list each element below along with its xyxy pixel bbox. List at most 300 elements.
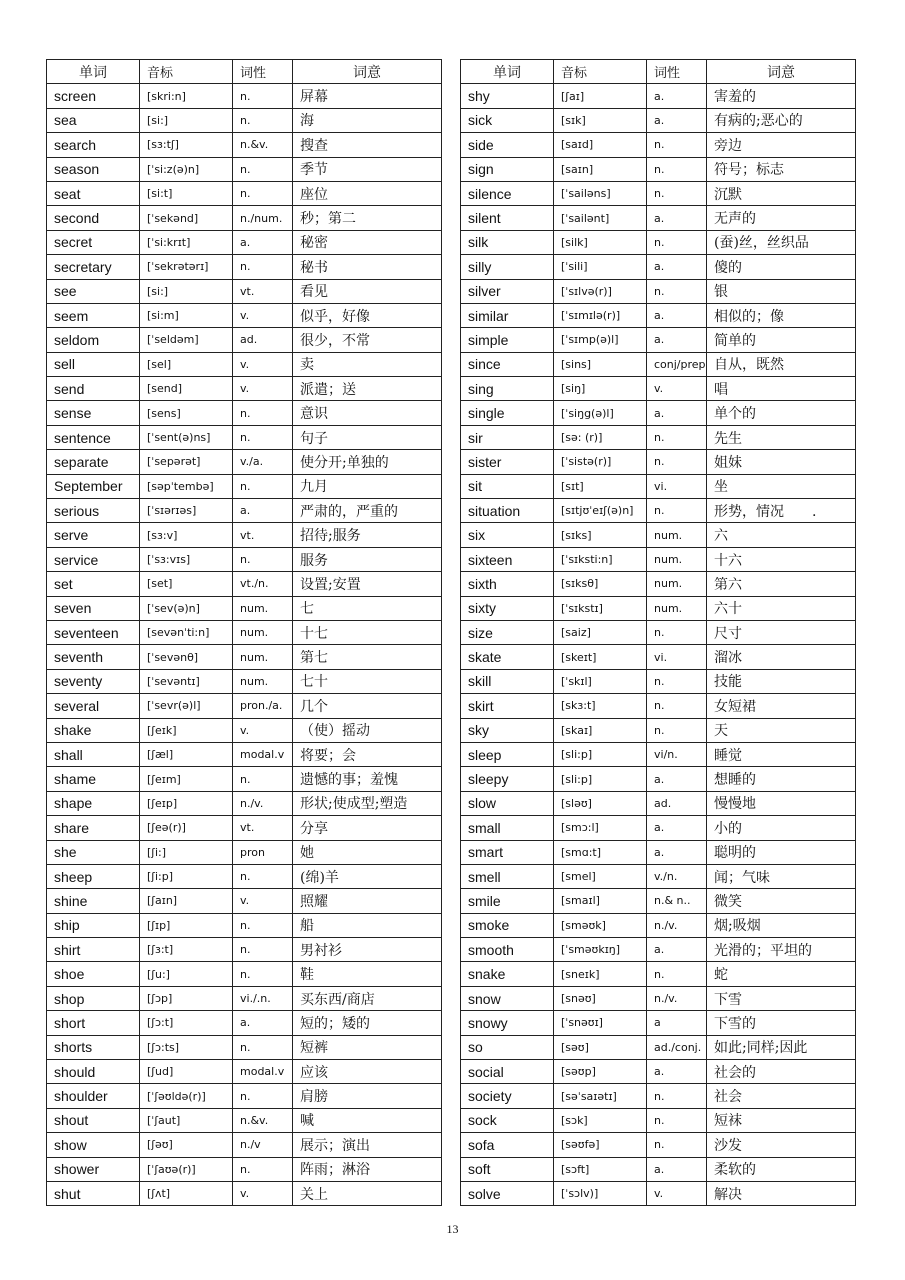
table-row — [461, 962, 856, 986]
pos-cell: pron — [233, 840, 293, 864]
pos-cell: n. — [233, 1084, 293, 1108]
table-row — [461, 108, 856, 132]
word-cell: silly — [461, 255, 554, 279]
table-row — [461, 523, 856, 547]
word-cell: service — [47, 547, 140, 571]
table-row — [461, 596, 856, 620]
meaning-cell: 烟;吸烟 — [707, 913, 856, 937]
meaning-cell: 使分开;单独的 — [293, 450, 442, 474]
table-row — [47, 474, 442, 498]
meaning-cell: 九月 — [293, 474, 442, 498]
pos-cell: n. — [233, 962, 293, 986]
pos-cell: n. — [233, 767, 293, 791]
meaning-cell: 符号；标志 — [707, 157, 856, 181]
phonetic-cell: [saiz] — [554, 620, 647, 644]
phonetic-cell: [sməʊk] — [554, 913, 647, 937]
table-row — [47, 84, 442, 108]
meaning-cell: 买东西/商店 — [293, 986, 442, 1010]
meaning-cell: 第六 — [707, 572, 856, 596]
pos-cell: n. — [647, 718, 707, 742]
word-cell: shop — [47, 986, 140, 1010]
table-row — [461, 230, 856, 254]
word-cell: shower — [47, 1157, 140, 1181]
pos-cell: n. — [647, 962, 707, 986]
phonetic-cell: [skɜ:t] — [554, 694, 647, 718]
table-row — [47, 694, 442, 718]
word-cell: shine — [47, 889, 140, 913]
pos-cell: v. — [233, 352, 293, 376]
word-cell: shorts — [47, 1035, 140, 1059]
word-cell: seem — [47, 303, 140, 327]
pos-cell: n. — [647, 694, 707, 718]
pos-cell: n. — [233, 255, 293, 279]
pos-cell: v. — [233, 303, 293, 327]
pos-cell: n. — [233, 547, 293, 571]
header-phonetic: 音标 — [554, 60, 647, 84]
word-cell: serious — [47, 499, 140, 523]
phonetic-cell: [ʃæl] — [140, 742, 233, 766]
word-cell: sky — [461, 718, 554, 742]
table-row — [461, 645, 856, 669]
pos-cell: num. — [647, 547, 707, 571]
table-row — [461, 377, 856, 401]
table-row — [47, 401, 442, 425]
word-cell: sock — [461, 1108, 554, 1132]
pos-cell: num. — [647, 572, 707, 596]
table-row — [47, 864, 442, 888]
table-row — [47, 523, 442, 547]
pos-cell: n./v — [233, 1133, 293, 1157]
phonetic-cell: [ˈsɪksti:n] — [554, 547, 647, 571]
pos-cell: ad. — [233, 328, 293, 352]
word-cell: snowy — [461, 1011, 554, 1035]
table-row — [47, 1108, 442, 1132]
meaning-cell: 技能 — [707, 669, 856, 693]
phonetic-cell: [ˈsevənθ] — [140, 645, 233, 669]
meaning-cell: 闻；气味 — [707, 864, 856, 888]
meaning-cell: 她 — [293, 840, 442, 864]
table-row — [461, 1060, 856, 1084]
meaning-cell: 慢慢地 — [707, 791, 856, 815]
word-cell: silver — [461, 279, 554, 303]
meaning-cell: 自从，既然 — [707, 352, 856, 376]
table-row — [47, 620, 442, 644]
phonetic-cell: [sɜ:v] — [140, 523, 233, 547]
word-cell: sleepy — [461, 767, 554, 791]
meaning-cell: 沉默 — [707, 181, 856, 205]
meaning-cell: 天 — [707, 718, 856, 742]
table-row — [47, 230, 442, 254]
pos-cell: conj/prep — [647, 352, 707, 376]
word-cell: similar — [461, 303, 554, 327]
meaning-cell: 微笑 — [707, 889, 856, 913]
table-row — [461, 742, 856, 766]
phonetic-cell: [sɔk] — [554, 1108, 647, 1132]
word-cell: smoke — [461, 913, 554, 937]
meaning-cell: 旁边 — [707, 133, 856, 157]
meaning-cell: 聪明的 — [707, 840, 856, 864]
meaning-cell: 男衬衫 — [293, 938, 442, 962]
table-row — [47, 889, 442, 913]
phonetic-cell: [sens] — [140, 401, 233, 425]
phonetic-cell: [ˈsevr(ə)l] — [140, 694, 233, 718]
meaning-cell: 派遣；送 — [293, 377, 442, 401]
meaning-cell: 下雪的 — [707, 1011, 856, 1035]
meaning-cell: 女短裙 — [707, 694, 856, 718]
phonetic-cell: [si:] — [140, 279, 233, 303]
table-row — [47, 596, 442, 620]
phonetic-cell: [ˈsailəns] — [554, 181, 647, 205]
table-row — [461, 694, 856, 718]
phonetic-cell: [ˈsi:z(ə)n] — [140, 157, 233, 181]
meaning-cell: 喊 — [293, 1108, 442, 1132]
phonetic-cell: [ˈsɪmɪlə(r)] — [554, 303, 647, 327]
phonetic-cell: [sɪks] — [554, 523, 647, 547]
pos-cell: a. — [647, 108, 707, 132]
word-cell: soft — [461, 1157, 554, 1181]
pos-cell: n. — [647, 425, 707, 449]
word-cell: see — [47, 279, 140, 303]
meaning-cell: 分享 — [293, 816, 442, 840]
meaning-cell: 柔软的 — [707, 1157, 856, 1181]
word-cell: skirt — [461, 694, 554, 718]
meaning-cell: 卖 — [293, 352, 442, 376]
pos-cell: pron./a. — [233, 694, 293, 718]
word-cell: six — [461, 523, 554, 547]
meaning-cell: 相似的；像 — [707, 303, 856, 327]
table-row — [47, 133, 442, 157]
phonetic-cell: [ʃaɪ] — [554, 84, 647, 108]
word-cell: shame — [47, 767, 140, 791]
pos-cell: n. — [233, 401, 293, 425]
pos-cell: num. — [647, 596, 707, 620]
table-row — [461, 328, 856, 352]
table-header-row — [47, 60, 442, 84]
word-cell: shut — [47, 1181, 140, 1205]
table-row — [461, 572, 856, 596]
word-cell: silk — [461, 230, 554, 254]
phonetic-cell: [smɑ:t] — [554, 840, 647, 864]
meaning-cell: 形势，情况 . — [707, 499, 856, 523]
meaning-cell: 座位 — [293, 181, 442, 205]
word-cell: since — [461, 352, 554, 376]
pos-cell: a. — [647, 401, 707, 425]
pos-cell: n. — [647, 181, 707, 205]
pos-cell: modal.v — [233, 742, 293, 766]
table-row — [461, 791, 856, 815]
phonetic-cell: [ˈseldəm] — [140, 328, 233, 352]
word-cell: search — [47, 133, 140, 157]
phonetic-cell: [ˈsɜ:vɪs] — [140, 547, 233, 571]
pos-cell: num. — [233, 596, 293, 620]
word-cell: small — [461, 816, 554, 840]
header-pos: 词性 — [647, 60, 707, 84]
table-row — [461, 1157, 856, 1181]
word-cell: sentence — [47, 425, 140, 449]
meaning-cell: 光滑的；平坦的 — [707, 938, 856, 962]
table-row — [47, 572, 442, 596]
word-cell: screen — [47, 84, 140, 108]
phonetic-cell: [sɪtjʊˈeɪʃ(ə)n] — [554, 499, 647, 523]
phonetic-cell: [ʃɔ:t] — [140, 1011, 233, 1035]
table-row — [47, 645, 442, 669]
pos-cell: a. — [233, 230, 293, 254]
pos-cell: a. — [647, 767, 707, 791]
table-row — [461, 279, 856, 303]
phonetic-cell: [ˈsɪmp(ə)l] — [554, 328, 647, 352]
phonetic-cell: [sli:p] — [554, 767, 647, 791]
meaning-cell: 很少，不常 — [293, 328, 442, 352]
phonetic-cell: [ʃɪp] — [140, 913, 233, 937]
meaning-cell: 屏幕 — [293, 84, 442, 108]
phonetic-cell: [ʃu:] — [140, 962, 233, 986]
word-cell: sign — [461, 157, 554, 181]
pos-cell: n./v. — [647, 913, 707, 937]
pos-cell: n. — [233, 108, 293, 132]
phonetic-cell: [ˈskɪl] — [554, 669, 647, 693]
pos-cell: vt. — [233, 816, 293, 840]
table-row — [461, 620, 856, 644]
pos-cell: n. — [647, 1108, 707, 1132]
pos-cell: n.& n.. — [647, 889, 707, 913]
table-row — [47, 1084, 442, 1108]
phonetic-cell: [sɪt] — [554, 474, 647, 498]
word-cell: skate — [461, 645, 554, 669]
phonetic-cell: [ˈsiŋg(ə)l] — [554, 401, 647, 425]
pos-cell: num. — [233, 620, 293, 644]
table-row — [461, 864, 856, 888]
word-cell: short — [47, 1011, 140, 1035]
word-cell: seventy — [47, 669, 140, 693]
word-cell: sofa — [461, 1133, 554, 1157]
phonetic-cell: [sevənˈti:n] — [140, 620, 233, 644]
phonetic-cell: [ˈsi:krɪt] — [140, 230, 233, 254]
phonetic-cell: [ʃud] — [140, 1060, 233, 1084]
word-cell: social — [461, 1060, 554, 1084]
pos-cell: n. — [233, 157, 293, 181]
meaning-cell: 社会 — [707, 1084, 856, 1108]
table-row — [461, 303, 856, 327]
pos-cell: v. — [233, 1181, 293, 1205]
word-cell: size — [461, 620, 554, 644]
phonetic-cell: [saɪn] — [554, 157, 647, 181]
pos-cell: a — [647, 1011, 707, 1035]
meaning-cell: 单个的 — [707, 401, 856, 425]
word-cell: shirt — [47, 938, 140, 962]
pos-cell: n.&v. — [233, 133, 293, 157]
pos-cell: v. — [233, 718, 293, 742]
pos-cell: a. — [647, 328, 707, 352]
word-cell: solve — [461, 1181, 554, 1205]
pos-cell: n. — [233, 913, 293, 937]
table-row — [47, 425, 442, 449]
pos-cell: n. — [647, 230, 707, 254]
word-cell: so — [461, 1035, 554, 1059]
meaning-cell: 如此;同样;因此 — [707, 1035, 856, 1059]
word-cell: snake — [461, 962, 554, 986]
meaning-cell: 阵雨；淋浴 — [293, 1157, 442, 1181]
table-row — [461, 1108, 856, 1132]
word-cell: secret — [47, 230, 140, 254]
word-cell: send — [47, 377, 140, 401]
table-row — [461, 1011, 856, 1035]
phonetic-cell: [ʃi:] — [140, 840, 233, 864]
phonetic-cell: [ˈsɪərɪəs] — [140, 499, 233, 523]
pos-cell: a. — [647, 1060, 707, 1084]
pos-cell: n. — [647, 450, 707, 474]
phonetic-cell: [sɜ:tʃ] — [140, 133, 233, 157]
pos-cell: a. — [647, 1157, 707, 1181]
meaning-cell: 解决 — [707, 1181, 856, 1205]
word-cell: sell — [47, 352, 140, 376]
pos-cell: num. — [647, 523, 707, 547]
word-cell: sleep — [461, 742, 554, 766]
word-cell: September — [47, 474, 140, 498]
word-cell: sixth — [461, 572, 554, 596]
word-cell: she — [47, 840, 140, 864]
table-row — [461, 1181, 856, 1205]
pos-cell: n. — [647, 620, 707, 644]
meaning-cell: 坐 — [707, 474, 856, 498]
word-cell: simple — [461, 328, 554, 352]
meaning-cell: 搜查 — [293, 133, 442, 157]
meaning-cell: 害羞的 — [707, 84, 856, 108]
meaning-cell: 几个 — [293, 694, 442, 718]
word-cell: sing — [461, 377, 554, 401]
word-cell: skill — [461, 669, 554, 693]
word-cell: situation — [461, 499, 554, 523]
pos-cell: v. — [233, 377, 293, 401]
phonetic-cell: [səʊfə] — [554, 1133, 647, 1157]
header-meaning: 词意 — [707, 60, 856, 84]
phonetic-cell: [ʃeɪk] — [140, 718, 233, 742]
table-row — [461, 206, 856, 230]
word-cell: serve — [47, 523, 140, 547]
table-row — [461, 938, 856, 962]
phonetic-cell: [ˈsnəʊɪ] — [554, 1011, 647, 1035]
pos-cell: n. — [233, 864, 293, 888]
pos-cell: v./a. — [233, 450, 293, 474]
pos-cell: vt. — [233, 279, 293, 303]
table-row — [461, 474, 856, 498]
word-cell: smooth — [461, 938, 554, 962]
word-cell: second — [47, 206, 140, 230]
word-cell: silence — [461, 181, 554, 205]
meaning-cell: 姐妹 — [707, 450, 856, 474]
meaning-cell: （使）摇动 — [293, 718, 442, 742]
phonetic-cell: [ˈsailənt] — [554, 206, 647, 230]
word-cell: sixty — [461, 596, 554, 620]
phonetic-cell: [sləʊ] — [554, 791, 647, 815]
table-row — [461, 499, 856, 523]
header-phonetic: 音标 — [140, 60, 233, 84]
table-row — [461, 255, 856, 279]
table-row — [47, 1157, 442, 1181]
meaning-cell: 鞋 — [293, 962, 442, 986]
pos-cell: vi. — [647, 474, 707, 498]
header-meaning: 词意 — [293, 60, 442, 84]
word-cell: slow — [461, 791, 554, 815]
phonetic-cell: [smɔ:l] — [554, 816, 647, 840]
meaning-cell: 短袜 — [707, 1108, 856, 1132]
phonetic-cell: [sel] — [140, 352, 233, 376]
pos-cell: v. — [233, 889, 293, 913]
word-cell: season — [47, 157, 140, 181]
table-row — [461, 986, 856, 1010]
meaning-cell: 十七 — [293, 620, 442, 644]
meaning-cell: 溜冰 — [707, 645, 856, 669]
phonetic-cell: [snəʊ] — [554, 986, 647, 1010]
word-cell: separate — [47, 450, 140, 474]
page-number: 13 — [446, 1222, 459, 1236]
table-row — [461, 1035, 856, 1059]
meaning-cell: 展示；演出 — [293, 1133, 442, 1157]
pos-cell: vi./.n. — [233, 986, 293, 1010]
table-row — [47, 1011, 442, 1035]
pos-cell: n. — [233, 84, 293, 108]
pos-cell: vi/n. — [647, 742, 707, 766]
word-cell: should — [47, 1060, 140, 1084]
phonetic-cell: [ʃeɪp] — [140, 791, 233, 815]
word-cell: shoe — [47, 962, 140, 986]
phonetic-cell: [ʃi:p] — [140, 864, 233, 888]
table-row — [47, 718, 442, 742]
word-cell: shout — [47, 1108, 140, 1132]
word-cell: sixteen — [461, 547, 554, 571]
pos-cell: vt. — [233, 523, 293, 547]
word-cell: single — [461, 401, 554, 425]
pos-cell: n. — [647, 133, 707, 157]
table-row — [47, 499, 442, 523]
meaning-cell: 招待;服务 — [293, 523, 442, 547]
table-row — [47, 791, 442, 815]
table-row — [47, 181, 442, 205]
phonetic-cell: [ˈsɔlv)] — [554, 1181, 647, 1205]
phonetic-cell: [sɔft] — [554, 1157, 647, 1181]
phonetic-cell: [si:m] — [140, 303, 233, 327]
phonetic-cell: [smel] — [554, 864, 647, 888]
table-row — [47, 450, 442, 474]
phonetic-cell: [ˈsepərət] — [140, 450, 233, 474]
meaning-cell: 严肃的，严重的 — [293, 499, 442, 523]
meaning-cell: 句子 — [293, 425, 442, 449]
word-cell: seventeen — [47, 620, 140, 644]
meaning-cell: 照耀 — [293, 889, 442, 913]
pos-cell: n./v. — [233, 791, 293, 815]
table-row — [47, 255, 442, 279]
word-cell: side — [461, 133, 554, 157]
meaning-cell: 先生 — [707, 425, 856, 449]
meaning-cell: 六十 — [707, 596, 856, 620]
phonetic-cell: [ʃɜ:t] — [140, 938, 233, 962]
meaning-cell: 秘密 — [293, 230, 442, 254]
table-row — [461, 181, 856, 205]
word-cell: show — [47, 1133, 140, 1157]
pos-cell: a. — [647, 303, 707, 327]
phonetic-cell: [ˈsili] — [554, 255, 647, 279]
phonetic-cell: [sɪk] — [554, 108, 647, 132]
meaning-cell: 海 — [293, 108, 442, 132]
table-row — [461, 133, 856, 157]
word-cell: society — [461, 1084, 554, 1108]
table-row — [461, 547, 856, 571]
table-row — [47, 206, 442, 230]
meaning-cell: 尺寸 — [707, 620, 856, 644]
table-row — [461, 84, 856, 108]
table-row — [47, 1035, 442, 1059]
word-cell: several — [47, 694, 140, 718]
word-cell: sir — [461, 425, 554, 449]
